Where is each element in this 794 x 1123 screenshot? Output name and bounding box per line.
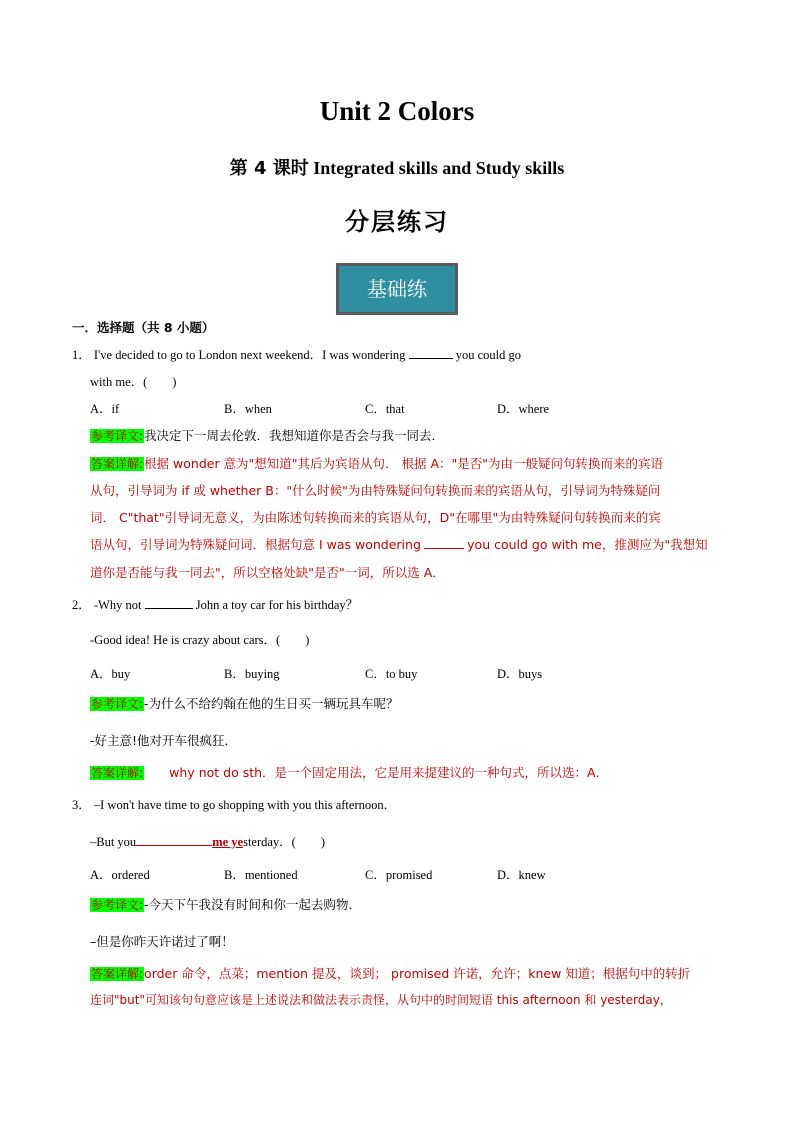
q2-option-a: A．buy [90, 667, 131, 681]
q2-explanation-text: why not do sth．是一个固定用法，它是用来提建议的一种句式，所以选：A． [169, 765, 609, 780]
q3-translation-1: -今天下午我没有时间和你一起去购物． [144, 897, 362, 912]
lesson-name: Integrated skills and Study skills [313, 158, 565, 178]
q3-option-c: C．promised [365, 868, 433, 882]
q3-translation-2: –但是你昨天许诺过了啊！ [90, 934, 234, 949]
q3-stem-b1: –But you [90, 835, 137, 849]
q1-exp-line1: 根据 wonder 意为"想知道"其后为宾语从句． 根据 A："是否"为由一般疑问句转换而来的宾语 [144, 456, 664, 471]
q1-stem [72, 345, 521, 363]
q3-option-b: B．mentioned [224, 868, 298, 882]
q2-translation [90, 694, 399, 712]
q3-stem-b3: sterday．( ) [243, 835, 325, 849]
q2-option-c: C．to buy [365, 667, 418, 681]
q1-blank [409, 346, 453, 359]
q3-stem [72, 795, 396, 813]
lesson-subtitle [0, 154, 794, 180]
q1-translation [90, 426, 444, 444]
q1-option-c: C．that [365, 402, 405, 416]
q1-option-a: A．if [90, 402, 120, 416]
q1-translation-text: 我决定下一周去伦敦．我想知道你是否会与我一同去． [144, 428, 445, 443]
q1-exp-line4 [90, 535, 708, 553]
q2-stem [72, 595, 358, 613]
q1-number: 1． [72, 348, 91, 362]
q3-stem-b2: me ye [212, 835, 244, 849]
q3-exp-line2: 连词"but"可知该句句意应该是上述说法和做法表示责怪，从句中的时间短语 this afternoon 和 yesterday， [90, 993, 672, 1007]
q3-option-a: A．ordered [90, 868, 150, 882]
layer-title: 分层练习 [345, 208, 449, 236]
q2-number: 2． [72, 598, 91, 612]
q1-exp-line5: 道你是否能与我一同去"，所以空格处缺"是否"一词，所以选 A． [90, 565, 445, 580]
q3-option-d: D．knew [497, 868, 546, 882]
q2-translation-2: -好主意!他对开车很疯狂． [90, 733, 238, 748]
q1-option-b: B．when [224, 402, 272, 416]
q1-stem-a: I've decided to go to London next weekend．I was wondering [93, 348, 406, 362]
q2-stem-c: -Good idea! He is crazy about cars．( ) [90, 633, 310, 647]
q3-stem-a: –I won't have time to go shopping with you this afternoon． [93, 798, 397, 812]
q1-exp-blank [424, 536, 464, 549]
q1-exp-line3: 词． C"that"引导词无意义，为由陈述句转换而来的宾语从句，D"在哪里"为由特殊疑问句转换而来的宾 [90, 510, 661, 525]
q3-translation [90, 895, 361, 913]
q1-exp-line4b: you could go with me，推测应为"我想知 [467, 537, 708, 552]
explanation-tag: 答案详解: [91, 967, 144, 981]
page-title: Unit 2 Colors [319, 96, 475, 126]
section-title: 一．选择题（共 8 小题） [72, 320, 215, 335]
q2-stem-b: John a toy car for his birthday？ [195, 598, 359, 612]
q2-option-d: D．buys [497, 667, 543, 681]
q1-option-d: D．where [497, 402, 550, 416]
q2-translation-1: -为什么不给约翰在他的生日买一辆玩具车呢？ [144, 696, 399, 711]
q3-explanation-1 [90, 964, 690, 982]
lesson-prefix: 第 4 课时 [229, 158, 309, 179]
q1-exp-line4a: 语从句，引导词为特殊疑问词．根据句意 I was wondering [90, 537, 421, 552]
q1-stem-b: you could go [455, 348, 521, 362]
q2-explanation [90, 763, 608, 781]
q3-blank [136, 833, 212, 846]
q1-stem-c: with me．( ) [90, 375, 177, 389]
translation-tag: 参考译文: [91, 697, 144, 711]
q2-blank [145, 596, 193, 609]
explanation-tag: 答案详解: [91, 457, 144, 471]
q1-exp-line2: 从句，引导词为 if 或 whether B："什么时候"为由特殊疑问句转换而来的宾语从句，引导词为特殊疑问 [90, 483, 661, 498]
q2-option-b: B．buying [224, 667, 280, 681]
q3-stem-b [90, 832, 325, 850]
explanation-tag: 答案详解: [91, 766, 144, 780]
translation-tag: 参考译文: [91, 898, 144, 912]
level-box: 基础练 [336, 263, 458, 315]
q2-stem-a: -Why not [93, 598, 142, 612]
q1-explanation-1 [90, 454, 663, 472]
q3-number: 3． [72, 798, 91, 812]
q3-exp-line1: order 命令，点菜；mention 提及，谈到； promised 许诺，允许；knew 知道；根据句中的转折 [144, 966, 691, 981]
translation-tag: 参考译文: [91, 429, 144, 443]
